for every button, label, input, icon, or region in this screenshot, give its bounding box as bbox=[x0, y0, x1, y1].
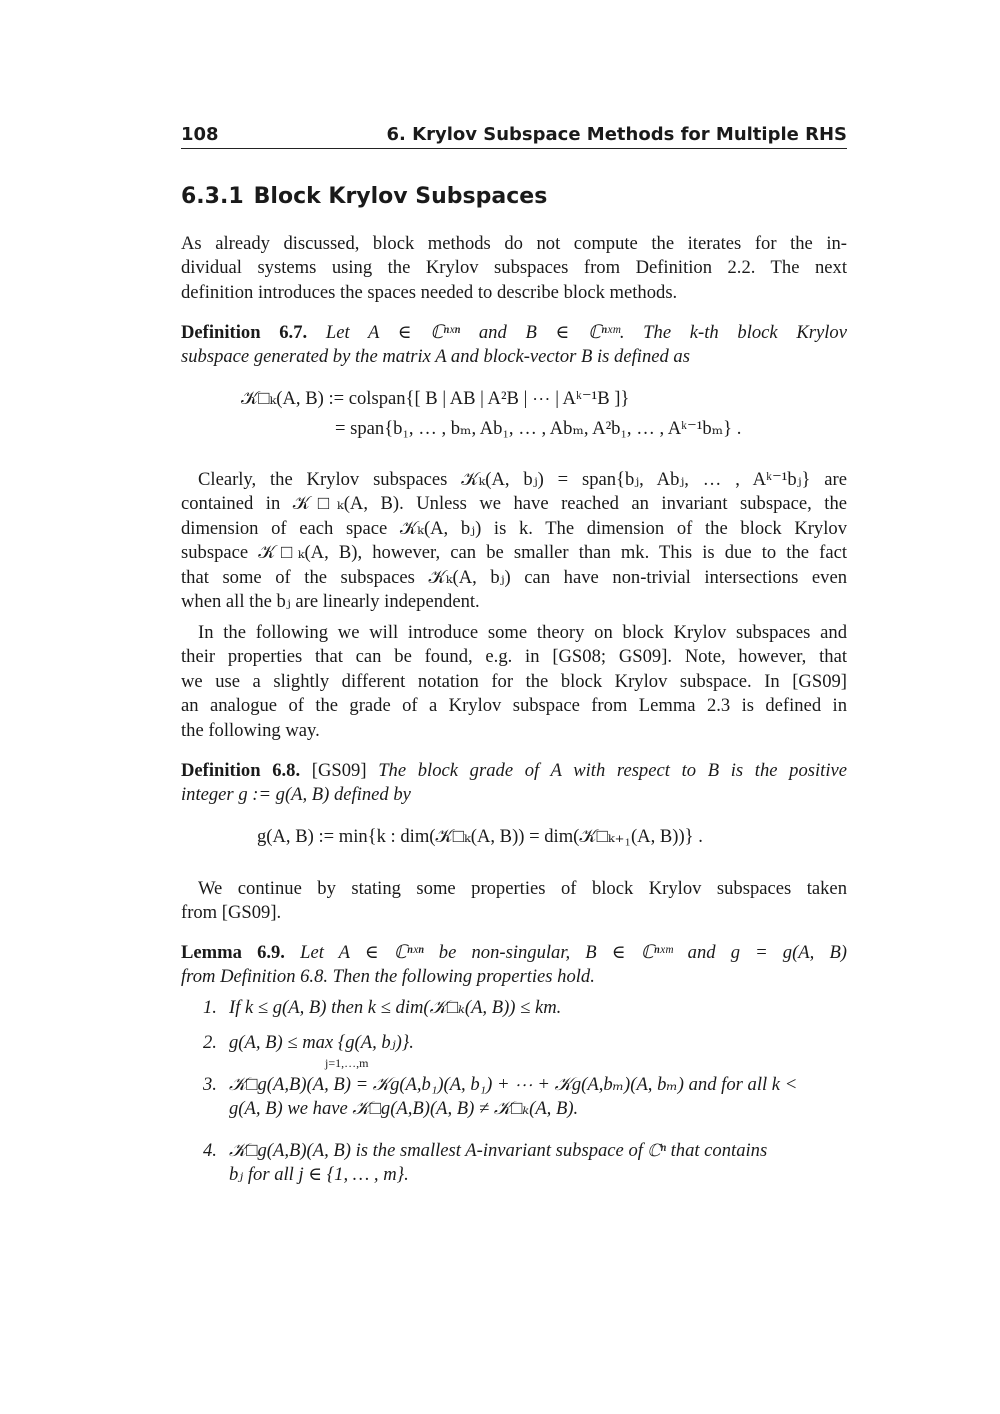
item-text: 𝒦□g(A,B)(A, B) is the smallest A-invariant subspace of ℂⁿ that contains bbox=[229, 1140, 768, 1161]
text-line: definition introduces the spaces needed to describe block methods. bbox=[181, 281, 678, 303]
item-text: If k ≤ g(A, B) then k ≤ dim(𝒦□ₖ(A, B)) ≤ km. bbox=[229, 997, 562, 1018]
item-number: 2. bbox=[203, 1032, 217, 1053]
running-title: 6. Krylov Subspace Methods for Multiple RHS bbox=[386, 124, 847, 145]
item-text: g(A, B) we have 𝒦□g(A,B)(A, B) ≠ 𝒦□ₖ(A, B). bbox=[229, 1098, 579, 1120]
item-text: g(A, B) ≤ max {g(A, bⱼ)}. bbox=[229, 1032, 414, 1053]
lemma-item-4 bbox=[203, 1139, 847, 1188]
section-number: 6.3.1 bbox=[181, 184, 244, 209]
text-line: dimension of each space 𝒦ₖ(A, bⱼ) is k. The dimension of the block Krylov bbox=[181, 517, 847, 539]
item-number: 4. bbox=[203, 1140, 217, 1161]
text-line: we use a slightly different notation for the block Krylov subspace. In [GS09] bbox=[181, 670, 847, 692]
text-line: subspace 𝒦□ₖ(A, B), however, can be smaller than mk. This is due to the fact bbox=[181, 542, 847, 564]
text-line: the following way. bbox=[181, 719, 320, 741]
text-line: from [GS09]. bbox=[181, 902, 282, 924]
equation-line: g(A, B) := min{k : dim(𝒦□ₖ(A, B)) = dim(𝒦□ₖ₊₁(A, B))} . bbox=[257, 826, 703, 847]
definition-text: Let A ∈ ℂⁿˣⁿ and B ∈ ℂⁿˣᵐ. The k-th block Krylov bbox=[325, 322, 847, 343]
equation-block-grade bbox=[257, 826, 703, 848]
definition-label: Definition 6.8. bbox=[181, 760, 301, 781]
definition-line bbox=[181, 321, 847, 345]
lemma-line bbox=[181, 965, 847, 989]
text-line: We continue by stating some properties of block Krylov subspaces taken bbox=[198, 878, 847, 899]
paragraph-continue bbox=[181, 877, 847, 926]
lemma-text: Let A ∈ ℂⁿˣⁿ be non-singular, B ∈ ℂⁿˣᵐ and g = g(A, B) bbox=[300, 942, 847, 963]
definition-text: The block grade of A with respect to B is the positive bbox=[378, 760, 847, 781]
lemma-6-9 bbox=[181, 941, 847, 990]
item-number: 1. bbox=[203, 997, 217, 1018]
item-text: 𝒦□g(A,B)(A, B) = 𝒦g(A,b₁)(A, b₁) + ⋯ + 𝒦g(A,bₘ)(A, bₘ) and for all k < bbox=[229, 1074, 798, 1095]
definition-6-8 bbox=[181, 759, 847, 808]
page-number: 108 bbox=[181, 124, 219, 145]
text-line: an analogue of the grade of a Krylov subspace from Lemma 2.3 is defined in bbox=[181, 695, 847, 717]
equation-block-krylov-span bbox=[335, 418, 741, 440]
definition-text: subspace generated by the matrix A and block-vector B is defined as bbox=[181, 346, 690, 368]
equation-block-krylov bbox=[241, 388, 629, 410]
lemma-line bbox=[181, 941, 847, 965]
text-line: when all the bⱼ are linearly independent. bbox=[181, 591, 480, 613]
definition-6-7 bbox=[181, 321, 847, 370]
lemma-item-2 bbox=[203, 1031, 847, 1076]
section-heading bbox=[181, 184, 547, 209]
running-head bbox=[181, 122, 847, 148]
text-line: their properties that can be found, e.g. in [GS08; GS09]. Note, however, that bbox=[181, 646, 847, 668]
lemma-item-1 bbox=[203, 996, 847, 1020]
lemma-item-3 bbox=[203, 1073, 847, 1122]
paragraph-krylov-subspaces bbox=[181, 468, 847, 614]
definition-text: integer g := g(A, B) defined by bbox=[181, 784, 411, 806]
text-line: that some of the subspaces 𝒦ₖ(A, bⱼ) can have non-trivial intersections even bbox=[181, 566, 847, 588]
item-text: bⱼ for all j ∈ {1, … , m}. bbox=[229, 1164, 409, 1186]
equation-line: = span{b₁, … , bₘ, Ab₁, … , Abₘ, A²b₁, … , Aᵏ⁻¹bₘ} . bbox=[335, 418, 742, 439]
text-line: contained in 𝒦□ₖ(A, B). Unless we have reached an invariant subspace, the bbox=[181, 493, 847, 515]
text-line: dividual systems using the Krylov subspaces from Definition 2.2. The next bbox=[181, 257, 847, 279]
paragraph-theory bbox=[181, 621, 847, 743]
max-subscript: j=1,…,m bbox=[325, 1056, 369, 1071]
definition-line bbox=[181, 345, 847, 369]
section-title: Block Krylov Subspaces bbox=[253, 184, 548, 209]
lemma-label: Lemma 6.9. bbox=[181, 942, 285, 963]
intro-paragraph bbox=[181, 232, 847, 305]
definition-label: Definition 6.7. bbox=[181, 322, 308, 343]
text-line: In the following we will introduce some theory on block Krylov subspaces and bbox=[198, 622, 847, 643]
lemma-text: from Definition 6.8. Then the following properties hold. bbox=[181, 966, 595, 988]
definition-line bbox=[181, 759, 847, 783]
citation: [GS09] bbox=[311, 760, 367, 781]
definition-line bbox=[181, 783, 847, 807]
text-line: Clearly, the Krylov subspaces 𝒦ₖ(A, bⱼ) = span{bⱼ, Abⱼ, … , Aᵏ⁻¹bⱼ} are bbox=[198, 469, 847, 490]
header-rule bbox=[181, 148, 847, 149]
equation-line: 𝒦□ₖ(A, B) := colspan{[ B | AB | A²B | ⋯ | Aᵏ⁻¹B ]} bbox=[241, 388, 630, 409]
text-line: As already discussed, block methods do not compute the iterates for the in- bbox=[181, 233, 847, 254]
item-number: 3. bbox=[203, 1074, 217, 1095]
